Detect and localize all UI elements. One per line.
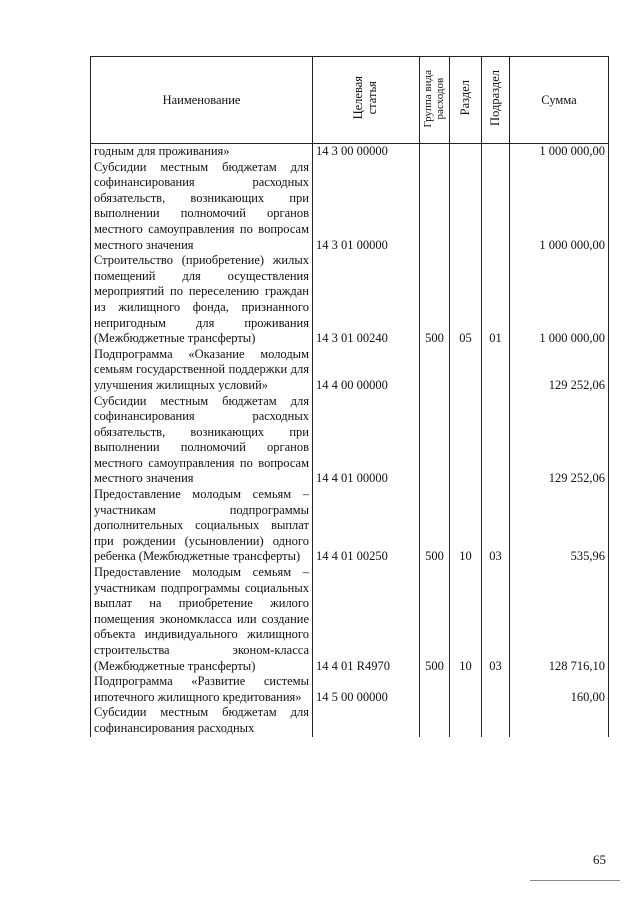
row-subsection: 03 [482, 565, 510, 674]
row-group [420, 347, 450, 394]
row-code: 14 4 00 00000 [313, 347, 420, 394]
table-row [91, 144, 609, 160]
row-name: Подпрограмма «Оказание молодым семьям государственной поддержки для улучшения жилищных условий» [91, 347, 313, 394]
row-code [313, 705, 420, 736]
table-row [91, 394, 609, 488]
budget-table [90, 56, 609, 737]
row-subsection [482, 394, 510, 488]
table-row [91, 253, 609, 347]
row-group [420, 674, 450, 705]
row-name: Строительство (приобретение) жилых помещений для осуществления мероприятий по переселению граждан из жилищного фонда, признанного непригодным для проживания (Межбюджетные трансферты) [91, 253, 313, 347]
row-name: Предоставление молодым семьям – участникам подпрограммы дополнительных социальных выплат при рождении (усыновлении) одного ребенка (Межбюджетные трансферты) [91, 487, 313, 565]
row-code: 14 3 01 00240 [313, 253, 420, 347]
header-name: Наименование [91, 57, 313, 144]
table-row [91, 705, 609, 736]
row-name: Предоставление молодым семьям – участникам подпрограммы социальных выплат на приобретение жилого помещения экономкласса или создание объекта индивидуального жилищного строительства эконом-класса (Межбюджетные трансферты) [91, 565, 313, 674]
row-sum: 128 716,10 [510, 565, 609, 674]
table-row [91, 347, 609, 394]
header-section: Раздел [450, 57, 482, 144]
header-target: Целевая статья [313, 57, 420, 144]
header-expense-group: Группа вида расходов [420, 57, 450, 144]
row-group [420, 160, 450, 254]
row-code: 14 5 00 00000 [313, 674, 420, 705]
page-number: 65 [593, 852, 606, 867]
row-code: 14 4 01 00000 [313, 394, 420, 488]
row-group [420, 394, 450, 488]
row-section [450, 144, 482, 160]
table-row [91, 565, 609, 674]
row-subsection [482, 705, 510, 736]
table-row [91, 674, 609, 705]
row-subsection [482, 674, 510, 705]
row-group: 500 [420, 565, 450, 674]
row-sum: 1 000 000,00 [510, 253, 609, 347]
row-subsection [482, 160, 510, 254]
table-row [91, 160, 609, 254]
row-code: 14 4 01 00250 [313, 487, 420, 565]
row-name: Субсидии местным бюджетам для софинансирования расходных обязательств, возникающих при выполнении полномочий органов местного самоуправления по вопросам местного значения [91, 160, 313, 254]
row-code: 14 3 00 00000 [313, 144, 420, 160]
header-subsection: Подраздел [482, 57, 510, 144]
row-group [420, 144, 450, 160]
row-section [450, 160, 482, 254]
row-sum: 160,00 [510, 674, 609, 705]
row-name: Субсидии местным бюджетам для софинансирования расходных обязательств, возникающих при выполнении полномочий органов местного самоуправления по вопросам местного значения [91, 394, 313, 488]
row-section: 05 [450, 253, 482, 347]
row-code: 14 3 01 00000 [313, 160, 420, 254]
table-row [91, 487, 609, 565]
row-subsection: 01 [482, 253, 510, 347]
row-sum [510, 705, 609, 736]
row-sum: 1 000 000,00 [510, 160, 609, 254]
row-section [450, 394, 482, 488]
table-header-row [91, 57, 609, 144]
row-section: 10 [450, 487, 482, 565]
row-name: годным для проживания» [91, 144, 313, 160]
row-name: Субсидии местным бюджетам для софинансирования расходных [91, 705, 313, 736]
row-name: Подпрограмма «Развитие системы ипотечного жилищного кредитования» [91, 674, 313, 705]
row-group [420, 705, 450, 736]
row-subsection: 03 [482, 487, 510, 565]
row-group: 500 [420, 487, 450, 565]
row-sum: 129 252,06 [510, 394, 609, 488]
header-sum: Сумма [510, 57, 609, 144]
row-sum: 1 000 000,00 [510, 144, 609, 160]
row-subsection [482, 144, 510, 160]
footer-rule [530, 880, 620, 881]
row-group: 500 [420, 253, 450, 347]
row-section [450, 347, 482, 394]
row-code: 14 4 01 R4970 [313, 565, 420, 674]
row-section [450, 674, 482, 705]
row-sum: 535,96 [510, 487, 609, 565]
row-sum: 129 252,06 [510, 347, 609, 394]
row-section: 10 [450, 565, 482, 674]
row-subsection [482, 347, 510, 394]
row-section [450, 705, 482, 736]
